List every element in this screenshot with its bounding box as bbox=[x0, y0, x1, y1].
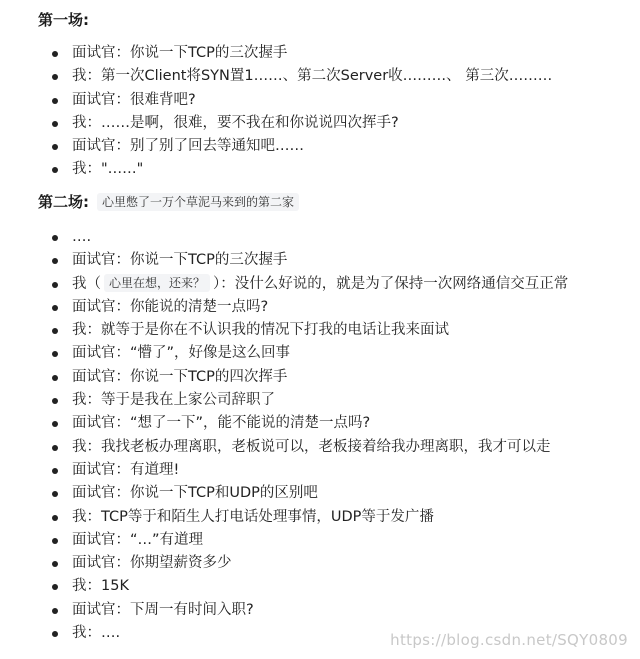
list-item-text: 面试官：很难背吧? bbox=[72, 91, 196, 108]
bullet-dot-icon bbox=[52, 144, 58, 150]
round2-heading-text: 第二场: bbox=[38, 193, 89, 211]
bullet-dot-icon bbox=[52, 235, 58, 241]
list-item-text: 面试官：你说一下TCP的四次挥手 bbox=[72, 368, 288, 385]
bullet-dot-icon bbox=[52, 631, 58, 637]
list-item-text: ）：没什么好说的，就是为了保持一次网络通信交互正常 bbox=[213, 275, 569, 292]
list-item bbox=[0, 366, 640, 389]
list-item bbox=[0, 65, 640, 88]
list-item-text: 我：就等于是你在不认识我的情况下打我的电话让我来面试 bbox=[72, 322, 449, 339]
list-item bbox=[0, 506, 640, 529]
bullet-dot-icon bbox=[52, 51, 58, 57]
watermark-text: https://blog.csdn.net/SQY0809 bbox=[390, 631, 628, 649]
list-item-text: 面试官：别了别了回去等通知吧…… bbox=[72, 138, 304, 155]
list-item bbox=[0, 342, 640, 365]
list-item-text: 我：TCP等于和陌生人打电话处理事情，UDP等于发广播 bbox=[72, 508, 434, 525]
bullet-dot-icon bbox=[52, 98, 58, 104]
round2-heading-note: 心里憋了一万个草泥马来到的第二家 bbox=[97, 193, 299, 211]
list-item-text: 面试官：“懵了”，好像是这么回事 bbox=[72, 345, 291, 362]
round1-list bbox=[0, 42, 640, 182]
bullet-dot-icon bbox=[52, 608, 58, 614]
list-item bbox=[0, 436, 640, 459]
list-item-text: …. bbox=[72, 229, 92, 245]
bullet-dot-icon bbox=[52, 515, 58, 521]
list-item-text: 面试官：“想了一下”，能不能说的清楚一点吗? bbox=[72, 415, 371, 432]
list-item bbox=[0, 158, 640, 181]
bullet-dot-icon bbox=[52, 282, 58, 288]
list-item bbox=[0, 112, 640, 135]
round1-heading bbox=[38, 9, 89, 31]
round2-heading bbox=[38, 191, 299, 213]
bullet-dot-icon bbox=[52, 538, 58, 544]
bullet-dot-icon bbox=[52, 468, 58, 474]
list-item bbox=[0, 575, 640, 598]
bullet-dot-icon bbox=[52, 398, 58, 404]
list-item bbox=[0, 249, 640, 272]
list-item bbox=[0, 89, 640, 112]
list-item bbox=[0, 412, 640, 435]
list-item bbox=[0, 296, 640, 319]
list-item-text: 我：15K bbox=[72, 578, 129, 595]
list-item-text: 我：…. bbox=[72, 625, 121, 642]
list-item-text: 我：……是啊，很难，要不我在和你说说四次挥手? bbox=[72, 114, 399, 131]
bullet-dot-icon bbox=[52, 584, 58, 590]
list-item-text: 面试官：你说一下TCP和UDP的区别吧 bbox=[72, 485, 318, 502]
bullet-dot-icon bbox=[52, 561, 58, 567]
list-item-text: 我："……" bbox=[72, 161, 144, 178]
list-item-text: 面试官：你能说的清楚一点吗? bbox=[72, 298, 269, 315]
bullet-dot-icon bbox=[52, 421, 58, 427]
list-item-text: 面试官：你说一下TCP的三次握手 bbox=[72, 45, 288, 61]
bullet-dot-icon bbox=[52, 375, 58, 381]
list-item-text: 我（ bbox=[72, 275, 101, 292]
round2-list bbox=[0, 226, 640, 645]
list-item bbox=[0, 273, 640, 296]
list-item bbox=[0, 482, 640, 505]
bullet-dot-icon bbox=[52, 258, 58, 264]
bullet-dot-icon bbox=[52, 328, 58, 334]
bullet-dot-icon bbox=[52, 491, 58, 497]
bullet-dot-icon bbox=[52, 445, 58, 451]
list-item bbox=[0, 226, 640, 249]
list-item bbox=[0, 552, 640, 575]
round1-heading-text: 第一场: bbox=[38, 11, 89, 29]
bullet-dot-icon bbox=[52, 167, 58, 173]
list-item bbox=[0, 459, 640, 482]
list-item bbox=[0, 389, 640, 412]
list-item bbox=[0, 42, 640, 65]
list-item-text: 面试官：有道理! bbox=[72, 461, 180, 478]
list-item-text: 我：等于是我在上家公司辞职了 bbox=[72, 392, 275, 409]
bullet-dot-icon bbox=[52, 121, 58, 127]
bullet-dot-icon bbox=[52, 74, 58, 80]
list-item bbox=[0, 599, 640, 622]
list-item bbox=[0, 135, 640, 158]
list-item-text: 我：第一次Client将SYN置1……、第二次Server收………、 第三次……… bbox=[72, 68, 553, 85]
bullet-dot-icon bbox=[52, 305, 58, 311]
list-item bbox=[0, 319, 640, 342]
list-item-text: 面试官：你说一下TCP的三次握手 bbox=[72, 252, 288, 269]
list-item-text: 我：我找老板办理离职，老板说可以，老板接着给我办理离职，我才可以走 bbox=[72, 438, 551, 455]
list-item-text: 面试官：下周一有时间入职? bbox=[72, 601, 254, 618]
bullet-dot-icon bbox=[52, 351, 58, 357]
inline-thought: 心里在想，还来？ bbox=[104, 274, 210, 292]
list-item-text: 面试官：你期望薪资多少 bbox=[72, 555, 232, 572]
list-item-text: 面试官：“…”有道理 bbox=[72, 531, 204, 548]
list-item bbox=[0, 529, 640, 552]
